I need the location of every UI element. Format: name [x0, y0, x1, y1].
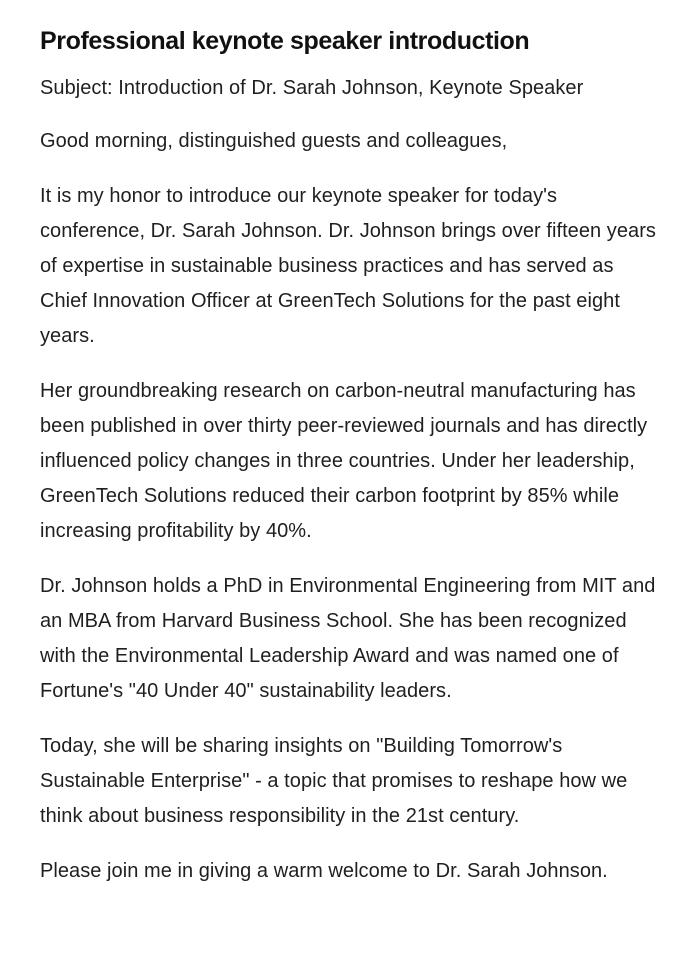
document-title: Professional keynote speaker introduction: [40, 27, 530, 55]
closing-paragraph: Please join me in giving a warm welcome to Dr. Sarah Johnson.: [40, 860, 608, 882]
credentials-paragraph: Dr. Johnson holds a PhD in Environmental Engineering from MIT and an MBA from Harvard Business School. She has been recognized with the Environmental Leadership Award and was named one of Fortune's "40 Under 40" sustainability leaders.: [40, 575, 656, 702]
greeting-paragraph: Good morning, distinguished guests and colleagues,: [40, 130, 508, 152]
intro-paragraph: It is my honor to introduce our keynote speaker for today's conference, Dr. Sarah Johnson. Dr. Johnson brings over fifteen years of expertise in sustainable business practices and has served as Chief Innovation Officer at GreenTech Solutions for the past eight years.: [40, 185, 656, 347]
subject-line: Subject: Introduction of Dr. Sarah Johnson, Keynote Speaker: [40, 77, 584, 99]
topic-paragraph: Today, she will be sharing insights on "Building Tomorrow's Sustainable Enterprise" - a topic that promises to reshape how we think about business responsibility in the 21st century.: [40, 735, 628, 827]
research-paragraph: Her groundbreaking research on carbon-neutral manufacturing has been published in over thirty peer-reviewed journals and has directly influenced policy changes in three countries. Under her leadership, GreenTech Solutions reduced their carbon footprint by 85% while increasing profitability by 40%.: [40, 380, 648, 542]
